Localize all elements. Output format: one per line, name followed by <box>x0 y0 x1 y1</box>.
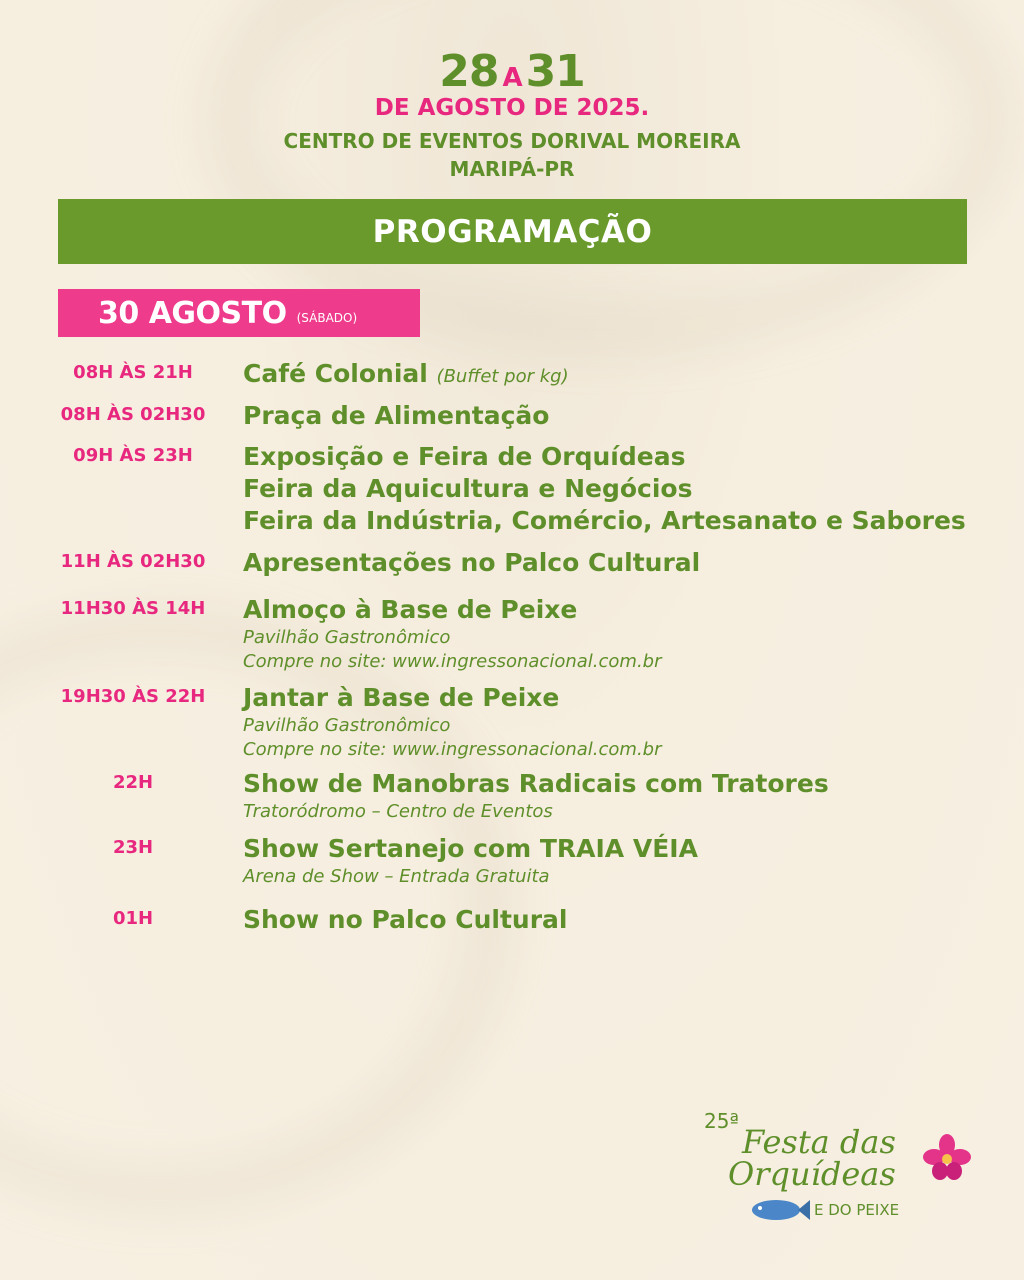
event-city: MARIPÁ-PR <box>449 157 575 181</box>
schedule-link[interactable]: Compre no site: www.ingressonacional.com.br <box>243 651 662 672</box>
day-tag <box>58 289 420 337</box>
schedule-time: 09H ÀS 23H <box>73 445 193 466</box>
schedule-title: Praça de Alimentação <box>243 401 550 430</box>
schedule-title: Café Colonial <box>243 359 428 388</box>
schedule-subtitle: Arena de Show – Entrada Gratuita <box>243 866 550 887</box>
schedule-time: 11H30 ÀS 14H <box>60 598 206 619</box>
date-start: 28 <box>439 46 499 97</box>
schedule-title: Feira da Aquicultura e Negócios <box>243 474 693 503</box>
event-month-year: DE AGOSTO DE 2025. <box>374 95 650 121</box>
schedule-time: 11H ÀS 02H30 <box>60 551 206 572</box>
program-banner: PROGRAMAÇÃO <box>58 199 967 264</box>
logo-line1: Festa das <box>742 1123 896 1161</box>
schedule-subtitle: Tratoródromo – Centro de Eventos <box>243 801 553 822</box>
event-header <box>0 48 1024 184</box>
schedule-note: (Buffet por kg) <box>436 366 569 387</box>
day-weekday: (SÁBADO) <box>296 311 358 325</box>
schedule-title: Show no Palco Cultural <box>243 905 568 934</box>
day-date: 30 AGOSTO <box>98 295 287 331</box>
schedule-title: Almoço à Base de Peixe <box>243 595 578 624</box>
date-separator: A <box>502 63 522 93</box>
date-end: 31 <box>525 46 585 97</box>
logo-edition: 25ª <box>704 1109 739 1133</box>
schedule-time: 19H30 ÀS 22H <box>60 686 206 707</box>
schedule-time: 22H <box>112 772 154 793</box>
logo-line3: E DO PEIXE <box>814 1201 900 1219</box>
schedule-title: Jantar à Base de Peixe <box>243 683 560 712</box>
schedule-subtitle: Pavilhão Gastronômico <box>243 627 451 648</box>
schedule-title: Feira da Indústria, Comércio, Artesanato e Sabores <box>243 506 966 535</box>
festival-logo <box>700 1105 980 1225</box>
schedule-time: 23H <box>112 837 154 858</box>
fish-icon <box>748 1197 810 1223</box>
event-dates <box>0 48 1024 102</box>
event-venue: CENTRO DE EVENTOS DORIVAL MOREIRA <box>283 129 741 153</box>
schedule-time: 01H <box>112 908 154 929</box>
schedule-subtitle: Pavilhão Gastronômico <box>243 715 451 736</box>
logo-line2: Orquídeas <box>728 1155 896 1193</box>
schedule-title: Apresentações no Palco Cultural <box>243 548 701 577</box>
schedule-title: Show de Manobras Radicais com Tratores <box>243 769 829 798</box>
schedule-link[interactable]: Compre no site: www.ingressonacional.com.br <box>243 739 662 760</box>
schedule-title: Show Sertanejo com TRAIA VÉIA <box>243 834 698 863</box>
orchid-flower-icon <box>922 1133 972 1183</box>
schedule-title: Exposição e Feira de Orquídeas <box>243 442 686 471</box>
schedule-time: 08H ÀS 02H30 <box>60 404 206 425</box>
schedule-time: 08H ÀS 21H <box>73 362 193 383</box>
